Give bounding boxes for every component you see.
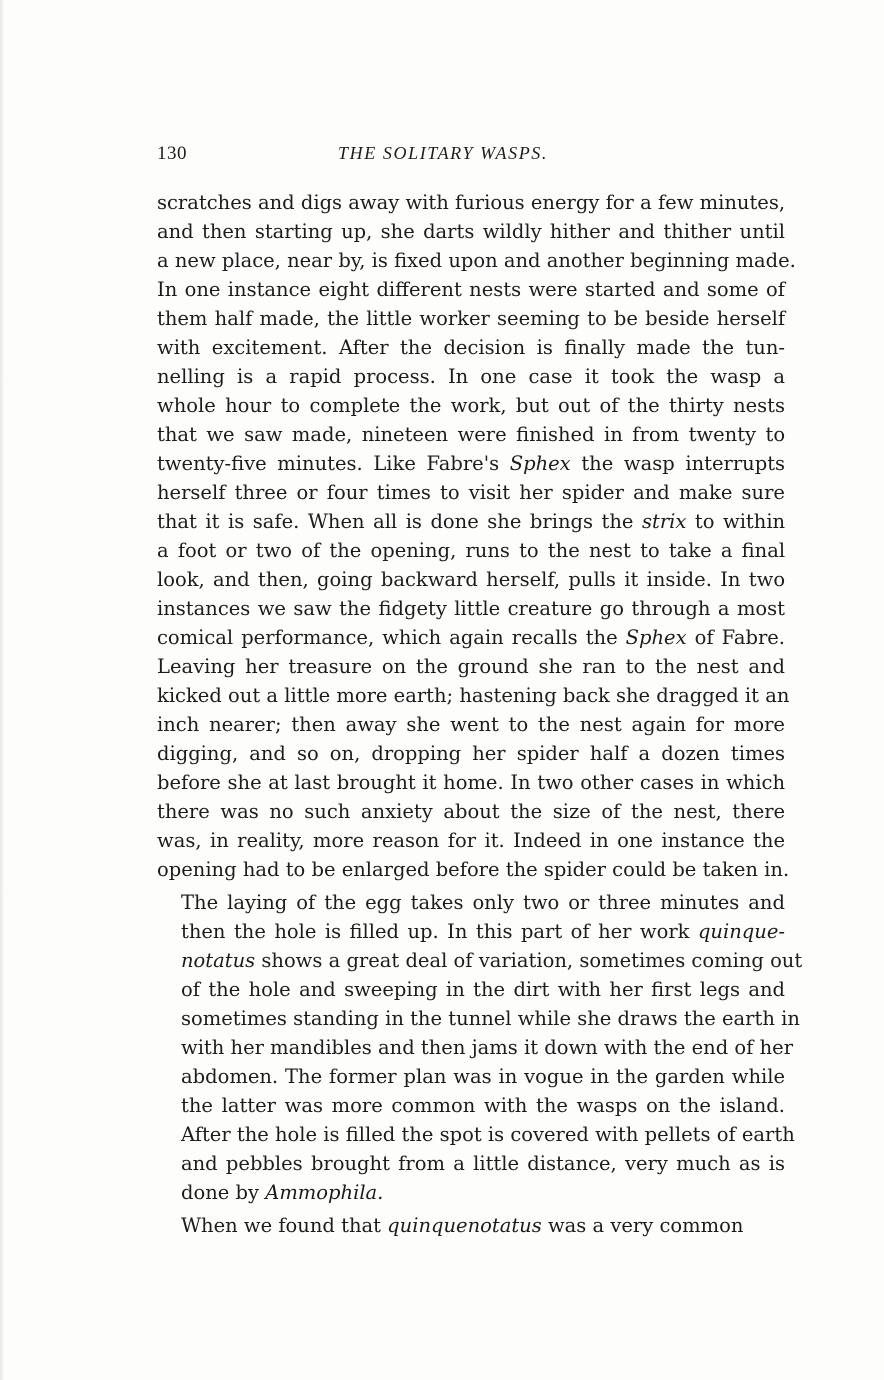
text-line: and then starting up, she darts wildly hither and thither until (157, 220, 785, 243)
paragraph (157, 1211, 785, 1240)
text-line: there was no such anxiety about the size of the nest, there (157, 800, 786, 823)
text-line: When we found that quinquenotatus was a very common (181, 1214, 744, 1237)
text-line: them half made, the little worker seeming to be beside herself (157, 307, 786, 330)
text-line: done by Ammophila. (181, 1181, 384, 1204)
text-line: then the hole is filled up. In this part of her work quinque- (181, 920, 785, 943)
page-header (157, 143, 787, 169)
paragraph (157, 188, 796, 884)
text-line: inch nearer; then away she went to the nest again for more (157, 713, 785, 736)
running-head: THE SOLITARY WASPS. (338, 143, 548, 163)
text-line: After the hole is filled the spot is covered with pellets of earth (181, 1123, 795, 1146)
paragraph (157, 888, 803, 1207)
text-line: was, in reality, more reason for it. Indeed in one instance the (157, 829, 786, 852)
text-line: scratches and digs away with furious energy for a few minutes, (157, 191, 786, 214)
text-line: Leaving her treasure on the ground she ran to the nest and (157, 655, 786, 678)
text-line: of the hole and sweeping in the dirt with her first legs and (181, 978, 786, 1001)
text-line: twenty-five minutes. Like Fabre's Sphex the wasp interrupts (157, 452, 786, 475)
text-line: a foot or two of the opening, runs to the nest to take a final (157, 539, 786, 562)
page-edge-shadow (0, 0, 4, 1380)
text-line: that it is safe. When all is done she brings the strix to within (157, 510, 786, 533)
body-text (157, 188, 803, 1240)
page-number: 130 (157, 143, 187, 164)
text-line: opening had to be enlarged before the spider could be taken in. (157, 858, 790, 881)
text-line: look, and then, going backward herself, pulls it inside. In two (157, 568, 786, 591)
italic-term: Sphex (625, 626, 687, 649)
italic-term: Sphex (509, 452, 571, 475)
italic-term: quinquenotatus (387, 1214, 542, 1237)
text-line: digging, and so on, dropping her spider half a dozen times (157, 742, 786, 765)
text-line: with excitement. After the decision is finally made the tun- (157, 336, 785, 359)
text-line: and pebbles brought from a little distance, very much as is (181, 1152, 786, 1175)
text-line: whole hour to complete the work, but out of the thirty nests (157, 394, 786, 417)
text-line: before she at last brought it home. In two other cases in which (157, 771, 786, 794)
text-line: with her mandibles and then jams it down with the end of her (181, 1036, 794, 1059)
text-line: nelling is a rapid process. In one case it took the wasp a (157, 365, 786, 388)
italic-term: notatus (181, 949, 256, 972)
italic-term: quinque- (697, 920, 785, 943)
italic-term: Ammophila. (265, 1181, 384, 1204)
text-line: notatus shows a great deal of variation, sometimes coming out (181, 949, 803, 972)
text-line: The laying of the egg takes only two or three minutes and (181, 891, 785, 914)
text-line: abdomen. The former plan was in vogue in the garden while (181, 1065, 786, 1088)
text-line: sometimes standing in the tunnel while she draws the earth in (181, 1007, 800, 1030)
text-line: herself three or four times to visit her spider and make sure (157, 481, 785, 504)
text-line: kicked out a little more earth; hastening back she dragged it an (157, 684, 790, 707)
text-line: that we saw made, nineteen were finished in from twenty to (157, 423, 786, 446)
text-line: comical performance, which again recalls the Sphex of Fabre. (157, 626, 785, 649)
text-line: instances we saw the fidgety little creature go through a most (157, 597, 786, 620)
text-line: a new place, near by, is fixed upon and another beginning made. (157, 249, 796, 272)
text-line: In one instance eight different nests were started and some of (157, 278, 785, 301)
italic-term: strix (641, 510, 687, 533)
text-line: the latter was more common with the wasps on the island. (181, 1094, 785, 1117)
